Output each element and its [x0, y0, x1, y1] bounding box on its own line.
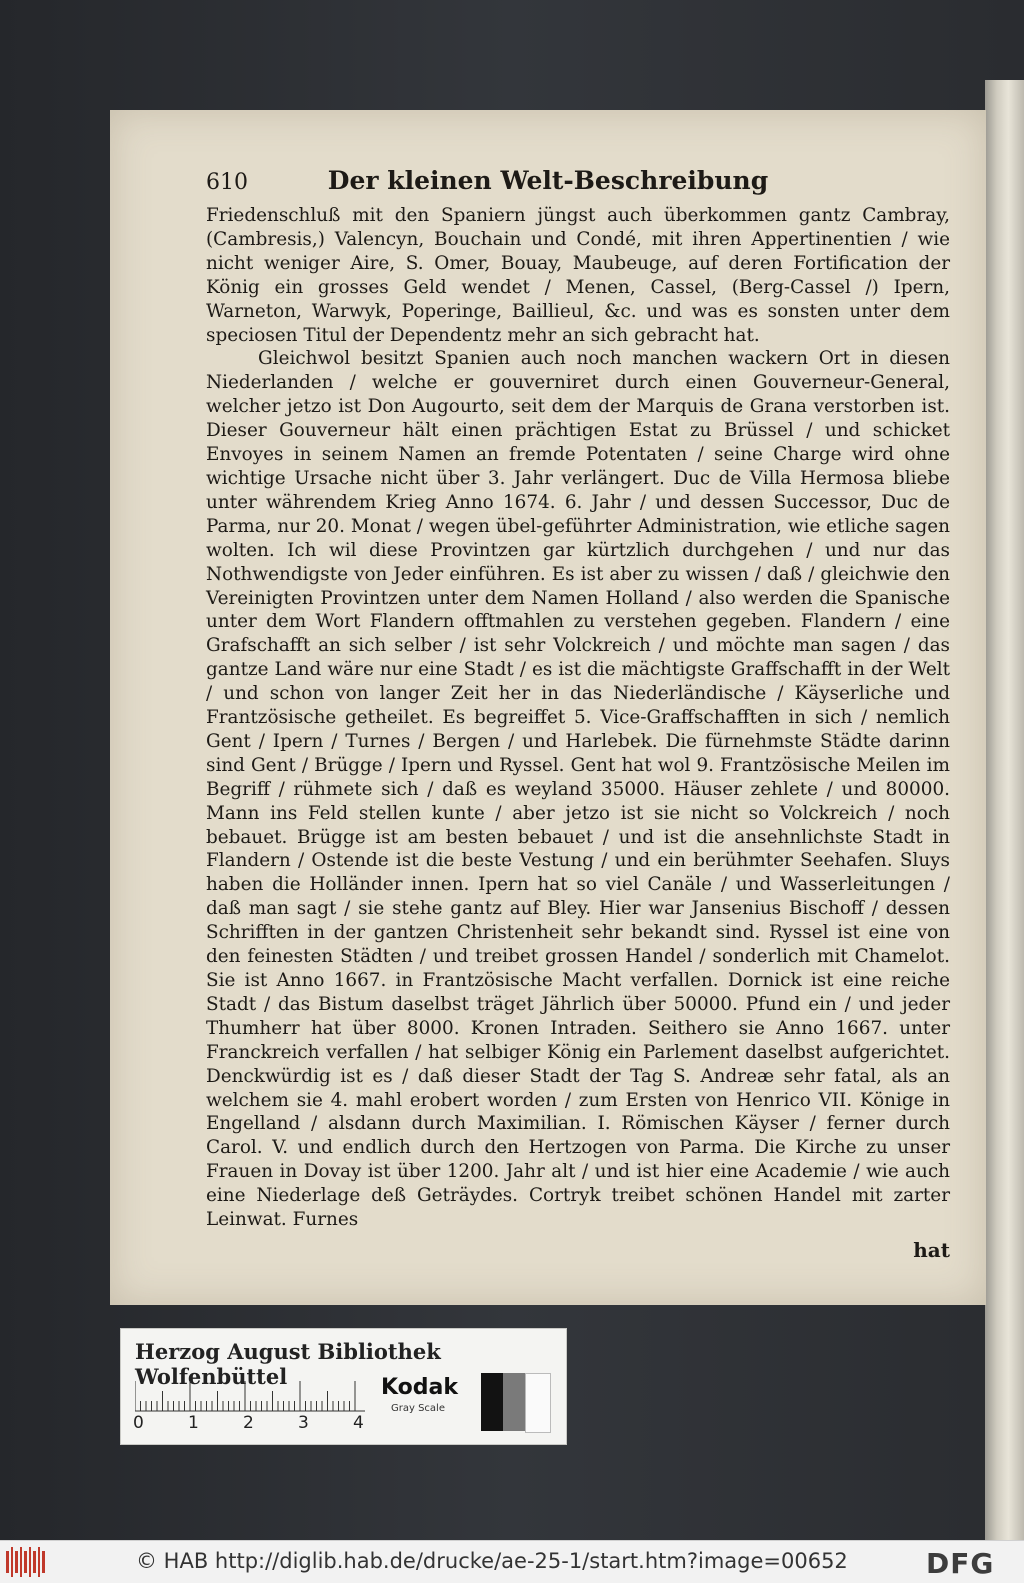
color-calibration-card	[120, 1328, 567, 1445]
ruler-label: 3	[298, 1413, 309, 1433]
catchword: hat	[913, 1237, 950, 1262]
ruler-label: 0	[133, 1413, 144, 1433]
ruler	[135, 1377, 365, 1413]
white-swatch	[525, 1373, 551, 1433]
paragraph: Friedenschluß mit den Spaniern jüngst auch überkommen gantz Cambray, (Cambresis,) Valencyn, Bouchain und Condé, mit ihren Appertinentien / wie nicht weniger Aire, S. Omer, Bouay, Maubeuge, auf deren Fortification der König ein grosses Geld wendet / Menen, Cassel, (Berg-Cassel /) Ipern, Warneton, Warwyk, Poperinge, Baillieul, &c. und was es sonsten unter dem speciosen Titul der Dependentz mehr an sich gebracht hat.	[206, 205, 950, 346]
page-content	[206, 166, 950, 1262]
ruler-labels	[131, 1413, 371, 1437]
running-head: Der kleinen Welt-Beschreibung	[327, 166, 769, 195]
gray-scale-label: Gray Scale	[391, 1403, 445, 1414]
book-page	[110, 110, 986, 1305]
ruler-label: 1	[188, 1413, 199, 1433]
book-edge	[985, 80, 1024, 1540]
page-header	[206, 166, 950, 204]
dfg-logo: DFG	[926, 1547, 995, 1580]
page-number: 610	[206, 170, 248, 195]
library-name: Herzog August Bibliothek Wolfenbüttel	[135, 1339, 441, 1389]
footer-bar	[0, 1540, 1024, 1583]
kodak-logo: Kodak	[381, 1375, 458, 1400]
ruler-label: 4	[353, 1413, 364, 1433]
gray-swatch	[503, 1373, 525, 1431]
black-swatch	[481, 1373, 503, 1431]
body-text	[206, 204, 950, 1232]
paragraph: Gleichwol besitzt Spanien auch noch manchen wackern Ort in diesen Niederlanden / welche er gouverniret durch einen Gouverneur-General, welcher jetzo ist Don Augourto, seit dem der Marquis de Grana verstorben ist. Dieser Gouverneur hält einen prächtigen Estat zu Brüssel / und schicket Envoyes in seinem Namen an fremde Potentaten / seine Charge wird ohne wichtige Ursache nicht über 3. Jahr verlängert. Duc de Villa Hermosa bliebe unter währendem Krieg Anno 1674. 6. Jahr / und dessen Successor, Duc de Parma, nur 20. Monat / wegen übel-geführter Administration, wie etliche sagen wolten. Ich wil diese Provintzen gar kürtzlich durchgehen / und nur das Nothwendigste von Jeder einführen. Es ist aber zu wissen / daß / gleichwie den Vereinigten Provintzen unter dem Namen Holland / also werden die Spanische unter dem Wort Flandern offtmahlen zu verstehen gegeben. Flandern / eine Grafschafft an sich selber / ist sehr Volckreich / und möchte man sagen / das gantze Land wäre nur eine Stadt / es ist die mächtigste Graffschafft in der Welt / und schon von langer Zeit her in das Niederländische / Käyserliche und Frantzösische getheilet. Es begreiffet 5. Vice-Graffschafften in sich / nemlich Gent / Ipern / Turnes / Bergen / und Harlebek. Die fürnehmste Städte darinn sind Gent / Brügge / Ipern und Ryssel. Gent hat wol 9. Frantzösische Meilen im Begriff / rühmete sich / daß es weyland 35000. Häuser zehlete / und 80000. Mann ins Feld stellen kunte / aber jetzo ist sie nicht so Volckreich / noch bebauet. Brügge ist am besten bebauet / und ist die ansehnlichste Stadt in Flandern / Ostende ist die beste Vestung / und ein berühmter Seehafen. Sluys haben die Holländer innen. Ipern hat so viel Canäle / und Wasserleitungen / daß man sagt / sie stehe gantz auf Bley. Hier war Jansenius Bischoff / dessen Schrifften in der gantzen Christenheit sehr bekandt sind. Ryssel ist eine von den feinesten Städten / und treibet grossen Handel / sonderlich mit Chamelot. Sie ist Anno 1667. in Frantzösische Macht verfallen. Dornick ist eine reiche Stadt / das Bistum daselbst träget Jährlich über 50000. Pfund ein / und jeder Thumherr hat über 8000. Kronen Intraden. Seithero sie Anno 1667. unter Franckreich verfallen / hat selbiger König ein Parlement daselbst aufgerichtet. Denckwürdig ist es / daß dieser Stadt der Tag S. Andreæ sehr fatal, als an welchem sie 4. mahl erobert worden / zum Ersten von Henrico VII. Könige in Engelland / alsdann durch Maximilian. I. Römischen Käyser / ferner durch Carol. V. und endlich durch den Hertzogen von Parma. Die Kirche zu unser Frauen in Dovay ist über 1200. Jahr alt / und ist hier eine Academie / wie auch eine Niederlage deß Geträydes. Cortryk treibet schönen Handel mit zarter Leinwat. Furnes	[206, 348, 950, 1231]
source-link[interactable]: © HAB http://diglib.hab.de/drucke/ae-25-1/start.htm?image=00652	[136, 1549, 848, 1573]
barcode-icon	[6, 1547, 48, 1577]
ruler-label: 2	[243, 1413, 254, 1433]
